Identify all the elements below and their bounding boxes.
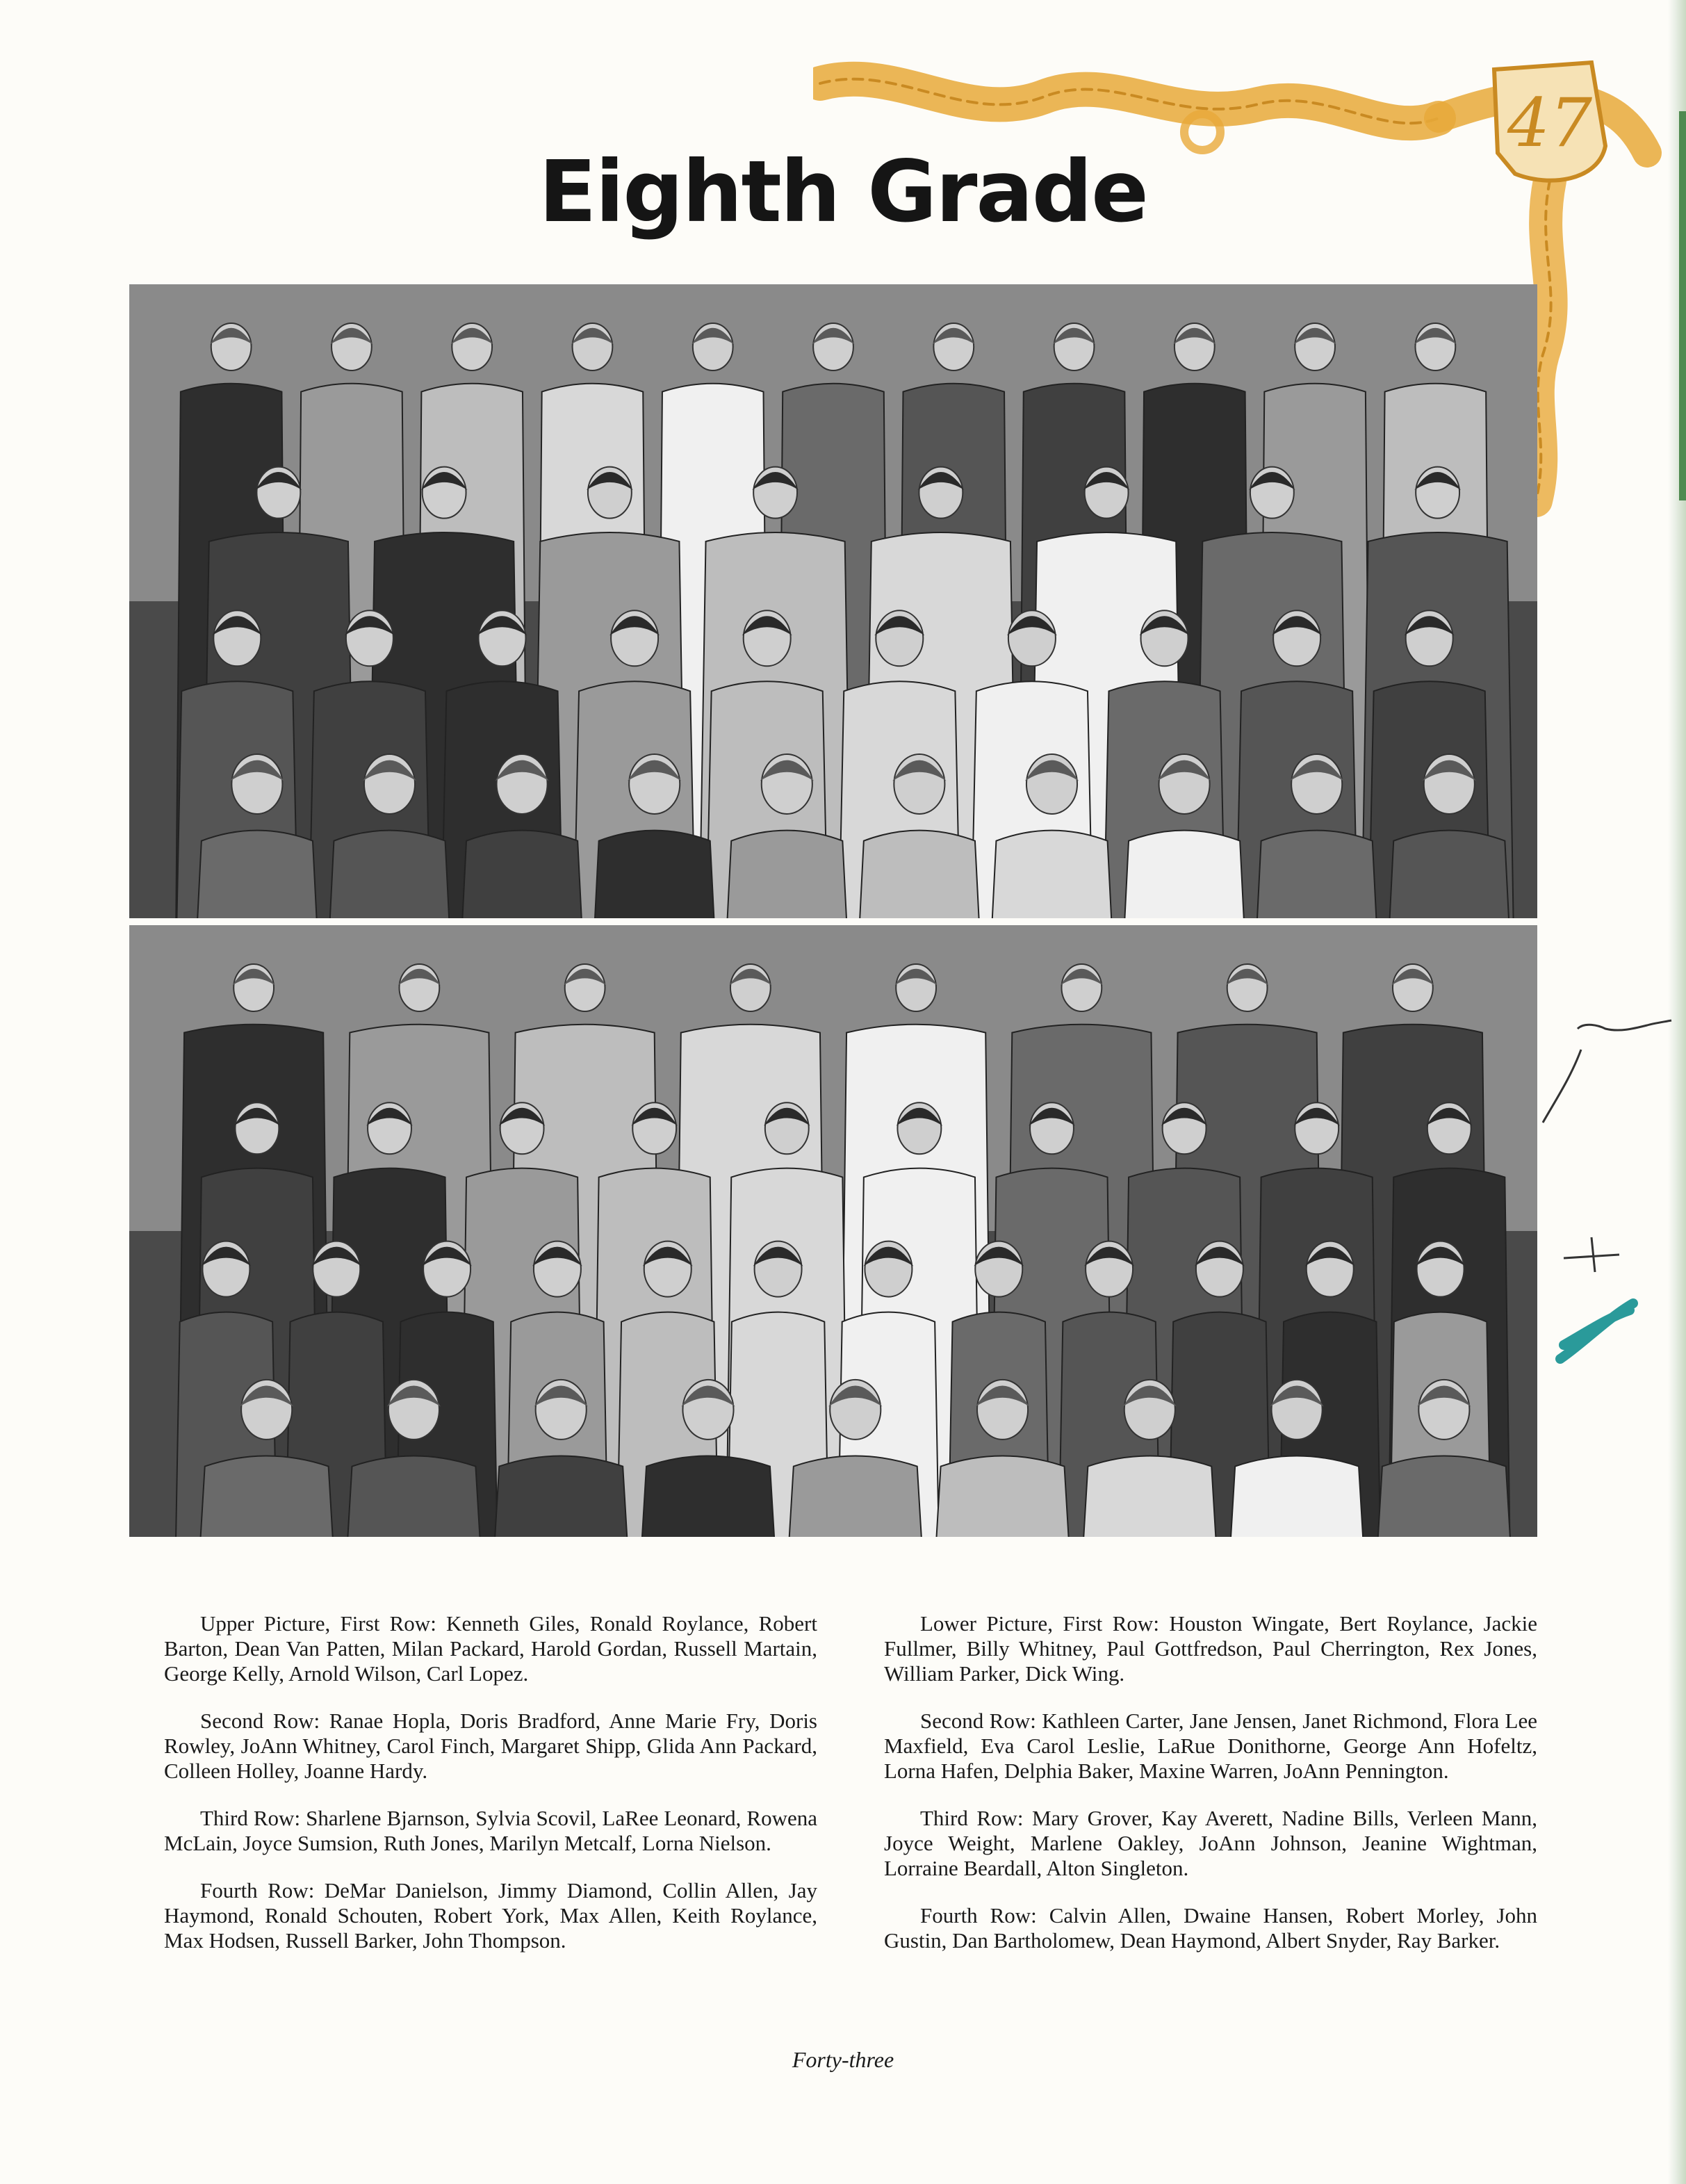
page-number: Forty-three <box>792 2047 894 2072</box>
caption-paragraph: Upper Picture, First Row: Kenneth Giles, Ronald Roylance, Robert Barton, Dean Van Patten, Milan Packard, Harold Gordan, Russell Martain, George Kelly, Arnold Wilson, Carl Lopez. <box>164 1611 817 1686</box>
caption-lower-picture <box>884 1611 1537 1975</box>
caption-paragraph: Third Row: Sharlene Bjarnson, Sylvia Scovil, LaRee Leonard, Rowena McLain, Joyce Sumsion, Ruth Jones, Marilyn Metcalf, Lorna Nielson. <box>164 1806 817 1855</box>
handwritten-mark <box>1515 1001 1675 1126</box>
teal-marker-mark <box>1553 1289 1644 1373</box>
caption-paragraph: Lower Picture, First Row: Houston Wingate, Bert Roylance, Jackie Fullmer, Billy Whitney, Paul Gottfredson, Paul Cherrington, Rex Jones, William Parker, Dick Wing. <box>884 1611 1537 1686</box>
caption-paragraph: Third Row: Mary Grover, Kay Averett, Nadine Bills, Verleen Mann, Joyce Weight, Marlene Oakley, JoAnn Johnson, Jeanine Wightman, Lorraine Beardall, Alton Singleton. <box>884 1806 1537 1880</box>
upper-class-photo <box>129 284 1537 918</box>
page-title: Eighth Grade <box>539 142 1147 241</box>
caption-paragraph: Fourth Row: Calvin Allen, Dwaine Hansen, Robert Morley, John Gustin, Dan Bartholomew, Dean Haymond, Albert Snyder, Ray Barker. <box>884 1903 1537 1953</box>
year-badge-text: 47 <box>1507 84 1593 162</box>
caption-paragraph: Second Row: Ranae Hopla, Doris Bradford, Anne Marie Fry, Doris Rowley, JoAnn Whitney, Carol Finch, Margaret Shipp, Glida Ann Packard, Colleen Holley, Joanne Hardy. <box>164 1709 817 1783</box>
caption-upper-picture <box>164 1611 817 1975</box>
lower-class-photo <box>129 925 1537 1537</box>
caption-paragraph: Fourth Row: DeMar Danielson, Jimmy Diamond, Collin Allen, Jay Haymond, Ronald Schouten, Robert York, Max Allen, Keith Roylance, Max Hodsen, Russell Barker, John Thompson. <box>164 1878 817 1953</box>
pen-cross-mark <box>1557 1223 1640 1279</box>
caption-paragraph: Second Row: Kathleen Carter, Jane Jensen, Janet Richmond, Flora Lee Maxfield, Eva Carol Leslie, LaRue Donithorne, George Ann Hofeltz, Lorna Hafen, Delphia Baker, Maxine Warren, JoAnn Pennington. <box>884 1709 1537 1783</box>
